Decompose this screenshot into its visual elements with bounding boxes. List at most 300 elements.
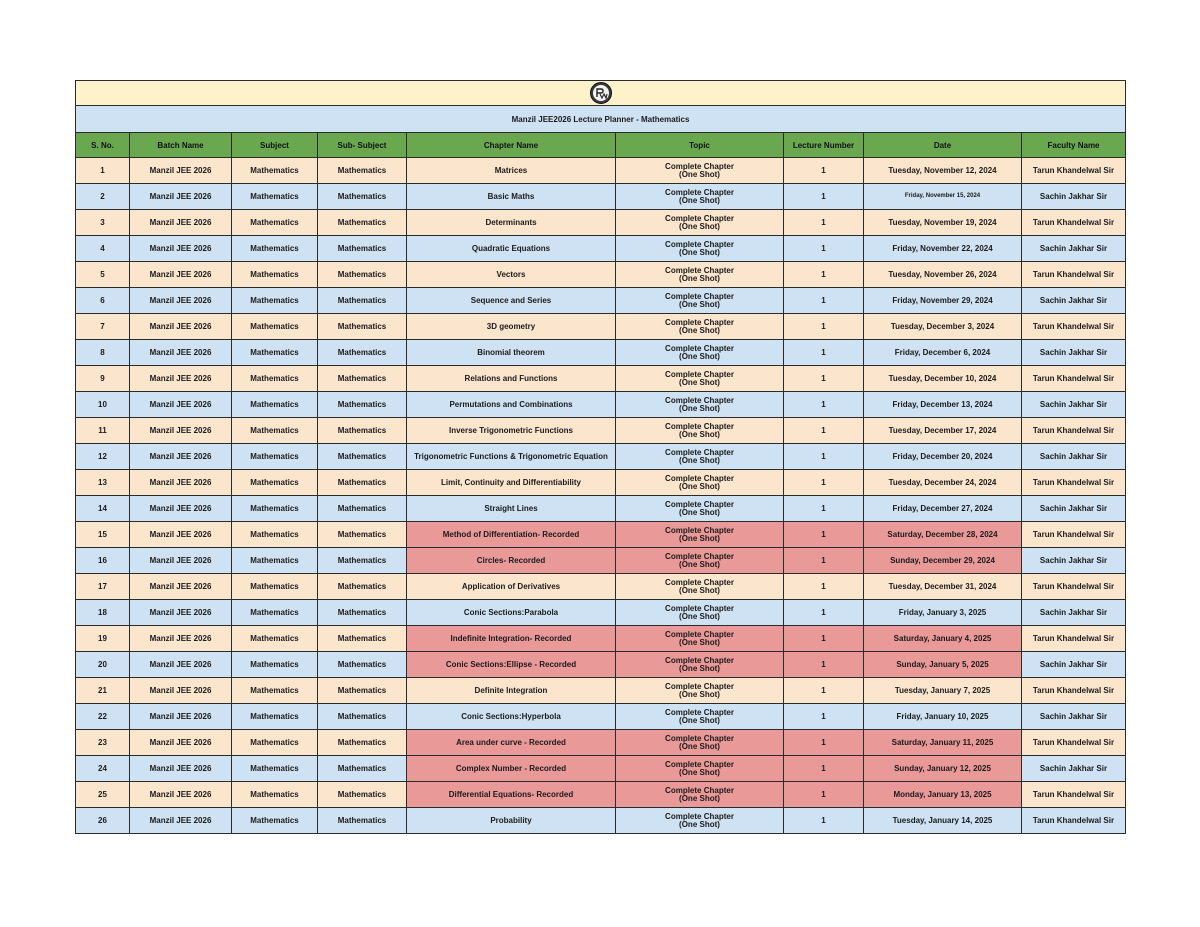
cell-topic	[616, 366, 784, 392]
table-row	[76, 418, 1126, 444]
cell-subject: Mathematics	[232, 340, 318, 366]
cell-faculty-name: Sachin Jakhar Sir	[1022, 548, 1126, 574]
cell-sub-subject: Mathematics	[318, 444, 407, 470]
topic-line-2: (One Shot)	[679, 403, 720, 413]
cell-sno: 3	[76, 210, 130, 236]
topic-line-1: Complete Chapter	[665, 655, 734, 665]
cell-sub-subject: Mathematics	[318, 470, 407, 496]
cell-date: Friday, December 27, 2024	[864, 496, 1022, 522]
cell-faculty-name: Tarun Khandelwal Sir	[1022, 522, 1126, 548]
logo-row	[76, 81, 1126, 106]
cell-subject: Mathematics	[232, 548, 318, 574]
cell-sno: 2	[76, 184, 130, 210]
cell-sno: 13	[76, 470, 130, 496]
table-row	[76, 366, 1126, 392]
cell-subject: Mathematics	[232, 626, 318, 652]
cell-chapter-name: Matrices	[407, 158, 616, 184]
cell-topic	[616, 470, 784, 496]
cell-sub-subject: Mathematics	[318, 730, 407, 756]
cell-sno: 25	[76, 782, 130, 808]
topic-line-1: Complete Chapter	[665, 759, 734, 769]
cell-batch-name: Manzil JEE 2026	[130, 652, 232, 678]
cell-topic	[616, 808, 784, 834]
cell-sub-subject: Mathematics	[318, 548, 407, 574]
cell-batch-name: Manzil JEE 2026	[130, 522, 232, 548]
cell-lecture-number: 1	[784, 626, 864, 652]
cell-date: Tuesday, December 24, 2024	[864, 470, 1022, 496]
cell-chapter-name: Permutations and Combinations	[407, 392, 616, 418]
cell-sub-subject: Mathematics	[318, 392, 407, 418]
cell-lecture-number: 1	[784, 470, 864, 496]
table-row	[76, 730, 1126, 756]
topic-line-2: (One Shot)	[679, 611, 720, 621]
cell-topic	[616, 626, 784, 652]
topic-line-2: (One Shot)	[679, 273, 720, 283]
cell-chapter-name: Probability	[407, 808, 616, 834]
cell-batch-name: Manzil JEE 2026	[130, 470, 232, 496]
cell-lecture-number: 1	[784, 782, 864, 808]
header-topic: Topic	[616, 133, 784, 158]
topic-line-2: (One Shot)	[679, 793, 720, 803]
cell-subject: Mathematics	[232, 756, 318, 782]
cell-sno: 21	[76, 678, 130, 704]
header-batch-name: Batch Name	[130, 133, 232, 158]
cell-sno: 14	[76, 496, 130, 522]
cell-subject: Mathematics	[232, 262, 318, 288]
cell-lecture-number: 1	[784, 418, 864, 444]
topic-line-2: (One Shot)	[679, 637, 720, 647]
lecture-planner-sheet	[75, 80, 1125, 834]
cell-chapter-name: Straight Lines	[407, 496, 616, 522]
cell-chapter-name: Conic Sections:Parabola	[407, 600, 616, 626]
cell-sub-subject: Mathematics	[318, 600, 407, 626]
cell-date: Tuesday, January 7, 2025	[864, 678, 1022, 704]
cell-sub-subject: Mathematics	[318, 314, 407, 340]
cell-date: Sunday, December 29, 2024	[864, 548, 1022, 574]
cell-lecture-number: 1	[784, 288, 864, 314]
cell-sno: 7	[76, 314, 130, 340]
topic-line-2: (One Shot)	[679, 741, 720, 751]
cell-batch-name: Manzil JEE 2026	[130, 678, 232, 704]
lecture-planner-table	[75, 80, 1126, 834]
cell-sub-subject: Mathematics	[318, 496, 407, 522]
cell-lecture-number: 1	[784, 340, 864, 366]
cell-batch-name: Manzil JEE 2026	[130, 782, 232, 808]
cell-sno: 18	[76, 600, 130, 626]
cell-chapter-name: Trigonometric Functions & Trigonometric Equation	[407, 444, 616, 470]
cell-date: Tuesday, December 3, 2024	[864, 314, 1022, 340]
cell-topic	[616, 418, 784, 444]
cell-lecture-number: 1	[784, 210, 864, 236]
cell-subject: Mathematics	[232, 444, 318, 470]
topic-line-1: Complete Chapter	[665, 525, 734, 535]
cell-faculty-name: Tarun Khandelwal Sir	[1022, 808, 1126, 834]
topic-line-2: (One Shot)	[679, 481, 720, 491]
cell-topic	[616, 288, 784, 314]
header-sno: S. No.	[76, 133, 130, 158]
pw-logo-icon	[590, 82, 612, 104]
cell-lecture-number: 1	[784, 366, 864, 392]
cell-faculty-name: Sachin Jakhar Sir	[1022, 756, 1126, 782]
cell-batch-name: Manzil JEE 2026	[130, 418, 232, 444]
topic-line-1: Complete Chapter	[665, 577, 734, 587]
table-row	[76, 314, 1126, 340]
cell-date: Friday, November 15, 2024	[864, 184, 1022, 210]
cell-date: Saturday, January 4, 2025	[864, 626, 1022, 652]
cell-batch-name: Manzil JEE 2026	[130, 730, 232, 756]
cell-subject: Mathematics	[232, 808, 318, 834]
cell-topic	[616, 392, 784, 418]
cell-faculty-name: Tarun Khandelwal Sir	[1022, 262, 1126, 288]
cell-chapter-name: Circles- Recorded	[407, 548, 616, 574]
topic-line-1: Complete Chapter	[665, 265, 734, 275]
header-row	[76, 133, 1126, 158]
cell-topic	[616, 314, 784, 340]
cell-sub-subject: Mathematics	[318, 808, 407, 834]
cell-faculty-name: Tarun Khandelwal Sir	[1022, 470, 1126, 496]
cell-date: Friday, November 29, 2024	[864, 288, 1022, 314]
cell-faculty-name: Sachin Jakhar Sir	[1022, 444, 1126, 470]
cell-faculty-name: Tarun Khandelwal Sir	[1022, 366, 1126, 392]
cell-faculty-name: Sachin Jakhar Sir	[1022, 496, 1126, 522]
topic-line-1: Complete Chapter	[665, 733, 734, 743]
table-row	[76, 704, 1126, 730]
cell-subject: Mathematics	[232, 470, 318, 496]
cell-batch-name: Manzil JEE 2026	[130, 392, 232, 418]
cell-subject: Mathematics	[232, 210, 318, 236]
cell-sno: 11	[76, 418, 130, 444]
cell-sno: 20	[76, 652, 130, 678]
page-title: Manzil JEE2026 Lecture Planner - Mathematics	[76, 106, 1126, 133]
cell-batch-name: Manzil JEE 2026	[130, 444, 232, 470]
cell-lecture-number: 1	[784, 548, 864, 574]
topic-line-2: (One Shot)	[679, 715, 720, 725]
topic-line-2: (One Shot)	[679, 767, 720, 777]
cell-lecture-number: 1	[784, 704, 864, 730]
cell-lecture-number: 1	[784, 600, 864, 626]
cell-sub-subject: Mathematics	[318, 418, 407, 444]
cell-date: Tuesday, December 10, 2024	[864, 366, 1022, 392]
header-date: Date	[864, 133, 1022, 158]
topic-line-1: Complete Chapter	[665, 499, 734, 509]
topic-line-2: (One Shot)	[679, 507, 720, 517]
cell-date: Tuesday, December 17, 2024	[864, 418, 1022, 444]
cell-faculty-name: Tarun Khandelwal Sir	[1022, 314, 1126, 340]
logo-cell	[76, 81, 1126, 106]
cell-subject: Mathematics	[232, 314, 318, 340]
cell-batch-name: Manzil JEE 2026	[130, 314, 232, 340]
cell-sno: 4	[76, 236, 130, 262]
cell-sno: 6	[76, 288, 130, 314]
cell-date: Sunday, January 5, 2025	[864, 652, 1022, 678]
cell-chapter-name: Binomial theorem	[407, 340, 616, 366]
cell-topic	[616, 652, 784, 678]
topic-line-2: (One Shot)	[679, 533, 720, 543]
cell-batch-name: Manzil JEE 2026	[130, 496, 232, 522]
cell-chapter-name: Determinants	[407, 210, 616, 236]
cell-chapter-name: Differential Equations- Recorded	[407, 782, 616, 808]
cell-topic	[616, 782, 784, 808]
cell-subject: Mathematics	[232, 366, 318, 392]
cell-sno: 16	[76, 548, 130, 574]
table-row	[76, 262, 1126, 288]
cell-lecture-number: 1	[784, 262, 864, 288]
cell-sno: 23	[76, 730, 130, 756]
table-row	[76, 158, 1126, 184]
cell-topic	[616, 262, 784, 288]
cell-sno: 19	[76, 626, 130, 652]
cell-subject: Mathematics	[232, 236, 318, 262]
cell-subject: Mathematics	[232, 288, 318, 314]
cell-date: Tuesday, November 12, 2024	[864, 158, 1022, 184]
cell-lecture-number: 1	[784, 392, 864, 418]
topic-line-1: Complete Chapter	[665, 447, 734, 457]
table-row	[76, 756, 1126, 782]
cell-sub-subject: Mathematics	[318, 366, 407, 392]
cell-topic	[616, 184, 784, 210]
cell-batch-name: Manzil JEE 2026	[130, 210, 232, 236]
table-row	[76, 626, 1126, 652]
cell-faculty-name: Tarun Khandelwal Sir	[1022, 158, 1126, 184]
cell-sno: 26	[76, 808, 130, 834]
topic-line-1: Complete Chapter	[665, 291, 734, 301]
cell-faculty-name: Sachin Jakhar Sir	[1022, 340, 1126, 366]
cell-batch-name: Manzil JEE 2026	[130, 600, 232, 626]
table-row	[76, 392, 1126, 418]
cell-subject: Mathematics	[232, 678, 318, 704]
topic-line-1: Complete Chapter	[665, 473, 734, 483]
cell-lecture-number: 1	[784, 808, 864, 834]
topic-line-1: Complete Chapter	[665, 317, 734, 327]
header-lecture-number: Lecture Number	[784, 133, 864, 158]
cell-chapter-name: Method of Differentiation- Recorded	[407, 522, 616, 548]
cell-subject: Mathematics	[232, 600, 318, 626]
cell-faculty-name: Tarun Khandelwal Sir	[1022, 626, 1126, 652]
table-row	[76, 444, 1126, 470]
topic-line-1: Complete Chapter	[665, 629, 734, 639]
topic-line-2: (One Shot)	[679, 195, 720, 205]
table-row	[76, 288, 1126, 314]
table-row	[76, 210, 1126, 236]
cell-topic	[616, 548, 784, 574]
topic-line-2: (One Shot)	[679, 247, 720, 257]
cell-topic	[616, 158, 784, 184]
cell-sub-subject: Mathematics	[318, 340, 407, 366]
cell-subject: Mathematics	[232, 782, 318, 808]
table-row	[76, 184, 1126, 210]
header-subject: Subject	[232, 133, 318, 158]
cell-faculty-name: Sachin Jakhar Sir	[1022, 288, 1126, 314]
cell-chapter-name: Definite Integration	[407, 678, 616, 704]
table-row	[76, 782, 1126, 808]
cell-batch-name: Manzil JEE 2026	[130, 808, 232, 834]
cell-chapter-name: Relations and Functions	[407, 366, 616, 392]
cell-sub-subject: Mathematics	[318, 158, 407, 184]
topic-line-1: Complete Chapter	[665, 707, 734, 717]
cell-batch-name: Manzil JEE 2026	[130, 184, 232, 210]
cell-chapter-name: 3D geometry	[407, 314, 616, 340]
cell-date: Sunday, January 12, 2025	[864, 756, 1022, 782]
cell-batch-name: Manzil JEE 2026	[130, 158, 232, 184]
cell-subject: Mathematics	[232, 418, 318, 444]
cell-batch-name: Manzil JEE 2026	[130, 236, 232, 262]
table-row	[76, 340, 1126, 366]
cell-topic	[616, 574, 784, 600]
cell-date: Friday, January 10, 2025	[864, 704, 1022, 730]
topic-line-1: Complete Chapter	[665, 343, 734, 353]
cell-topic	[616, 704, 784, 730]
cell-chapter-name: Area under curve - Recorded	[407, 730, 616, 756]
topic-line-1: Complete Chapter	[665, 785, 734, 795]
cell-topic	[616, 210, 784, 236]
topic-line-2: (One Shot)	[679, 559, 720, 569]
cell-topic	[616, 600, 784, 626]
header-chapter-name: Chapter Name	[407, 133, 616, 158]
cell-subject: Mathematics	[232, 392, 318, 418]
table-row	[76, 236, 1126, 262]
topic-line-2: (One Shot)	[679, 377, 720, 387]
cell-chapter-name: Conic Sections:Hyperbola	[407, 704, 616, 730]
cell-chapter-name: Inverse Trigonometric Functions	[407, 418, 616, 444]
cell-faculty-name: Tarun Khandelwal Sir	[1022, 730, 1126, 756]
table-row	[76, 470, 1126, 496]
topic-line-1: Complete Chapter	[665, 811, 734, 821]
cell-faculty-name: Sachin Jakhar Sir	[1022, 600, 1126, 626]
cell-sno: 1	[76, 158, 130, 184]
cell-faculty-name: Sachin Jakhar Sir	[1022, 184, 1126, 210]
topic-line-2: (One Shot)	[679, 429, 720, 439]
topic-line-2: (One Shot)	[679, 351, 720, 361]
table-row	[76, 574, 1126, 600]
cell-sub-subject: Mathematics	[318, 522, 407, 548]
cell-faculty-name: Tarun Khandelwal Sir	[1022, 574, 1126, 600]
topic-line-1: Complete Chapter	[665, 603, 734, 613]
cell-subject: Mathematics	[232, 652, 318, 678]
cell-date: Saturday, December 28, 2024	[864, 522, 1022, 548]
cell-sno: 5	[76, 262, 130, 288]
cell-subject: Mathematics	[232, 574, 318, 600]
cell-subject: Mathematics	[232, 730, 318, 756]
cell-faculty-name: Sachin Jakhar Sir	[1022, 392, 1126, 418]
cell-subject: Mathematics	[232, 522, 318, 548]
cell-lecture-number: 1	[784, 236, 864, 262]
cell-sno: 22	[76, 704, 130, 730]
cell-topic	[616, 678, 784, 704]
cell-chapter-name: Vectors	[407, 262, 616, 288]
cell-sub-subject: Mathematics	[318, 210, 407, 236]
cell-topic	[616, 756, 784, 782]
cell-sno: 9	[76, 366, 130, 392]
topic-line-2: (One Shot)	[679, 663, 720, 673]
cell-lecture-number: 1	[784, 652, 864, 678]
topic-line-2: (One Shot)	[679, 299, 720, 309]
topic-line-2: (One Shot)	[679, 819, 720, 829]
cell-topic	[616, 730, 784, 756]
header-faculty-name: Faculty Name	[1022, 133, 1126, 158]
topic-line-1: Complete Chapter	[665, 161, 734, 171]
cell-sub-subject: Mathematics	[318, 756, 407, 782]
cell-chapter-name: Conic Sections:Ellipse - Recorded	[407, 652, 616, 678]
cell-date: Friday, January 3, 2025	[864, 600, 1022, 626]
topic-line-1: Complete Chapter	[665, 369, 734, 379]
header-sub-subject: Sub- Subject	[318, 133, 407, 158]
cell-date: Friday, December 13, 2024	[864, 392, 1022, 418]
cell-lecture-number: 1	[784, 574, 864, 600]
cell-topic	[616, 522, 784, 548]
cell-lecture-number: 1	[784, 730, 864, 756]
cell-topic	[616, 496, 784, 522]
cell-sno: 10	[76, 392, 130, 418]
cell-chapter-name: Quadratic Equations	[407, 236, 616, 262]
cell-topic	[616, 340, 784, 366]
table-row	[76, 522, 1126, 548]
cell-sub-subject: Mathematics	[318, 574, 407, 600]
cell-sub-subject: Mathematics	[318, 678, 407, 704]
cell-sub-subject: Mathematics	[318, 652, 407, 678]
cell-batch-name: Manzil JEE 2026	[130, 756, 232, 782]
cell-faculty-name: Sachin Jakhar Sir	[1022, 652, 1126, 678]
cell-faculty-name: Sachin Jakhar Sir	[1022, 236, 1126, 262]
topic-line-1: Complete Chapter	[665, 681, 734, 691]
cell-date: Saturday, January 11, 2025	[864, 730, 1022, 756]
topic-line-1: Complete Chapter	[665, 187, 734, 197]
topic-line-1: Complete Chapter	[665, 213, 734, 223]
cell-faculty-name: Tarun Khandelwal Sir	[1022, 418, 1126, 444]
cell-date: Monday, January 13, 2025	[864, 782, 1022, 808]
cell-sub-subject: Mathematics	[318, 782, 407, 808]
table-row	[76, 808, 1126, 834]
cell-date: Tuesday, November 26, 2024	[864, 262, 1022, 288]
cell-sub-subject: Mathematics	[318, 184, 407, 210]
cell-chapter-name: Sequence and Series	[407, 288, 616, 314]
table-row	[76, 548, 1126, 574]
topic-line-1: Complete Chapter	[665, 395, 734, 405]
cell-sno: 12	[76, 444, 130, 470]
cell-sub-subject: Mathematics	[318, 288, 407, 314]
topic-line-2: (One Shot)	[679, 455, 720, 465]
cell-faculty-name: Tarun Khandelwal Sir	[1022, 678, 1126, 704]
cell-sub-subject: Mathematics	[318, 626, 407, 652]
cell-sub-subject: Mathematics	[318, 262, 407, 288]
cell-batch-name: Manzil JEE 2026	[130, 704, 232, 730]
cell-date: Friday, November 22, 2024	[864, 236, 1022, 262]
cell-lecture-number: 1	[784, 496, 864, 522]
cell-topic	[616, 236, 784, 262]
cell-batch-name: Manzil JEE 2026	[130, 366, 232, 392]
cell-faculty-name: Sachin Jakhar Sir	[1022, 704, 1126, 730]
cell-batch-name: Manzil JEE 2026	[130, 626, 232, 652]
cell-sno: 24	[76, 756, 130, 782]
cell-date: Tuesday, November 19, 2024	[864, 210, 1022, 236]
title-row	[76, 106, 1126, 133]
topic-line-2: (One Shot)	[679, 585, 720, 595]
cell-chapter-name: Basic Maths	[407, 184, 616, 210]
cell-faculty-name: Tarun Khandelwal Sir	[1022, 782, 1126, 808]
cell-sno: 8	[76, 340, 130, 366]
cell-sno: 15	[76, 522, 130, 548]
cell-date: Tuesday, December 31, 2024	[864, 574, 1022, 600]
cell-lecture-number: 1	[784, 522, 864, 548]
topic-line-2: (One Shot)	[679, 169, 720, 179]
cell-batch-name: Manzil JEE 2026	[130, 548, 232, 574]
cell-faculty-name: Tarun Khandelwal Sir	[1022, 210, 1126, 236]
table-row	[76, 496, 1126, 522]
cell-date: Friday, December 20, 2024	[864, 444, 1022, 470]
cell-lecture-number: 1	[784, 678, 864, 704]
cell-topic	[616, 444, 784, 470]
cell-lecture-number: 1	[784, 184, 864, 210]
table-row	[76, 600, 1126, 626]
